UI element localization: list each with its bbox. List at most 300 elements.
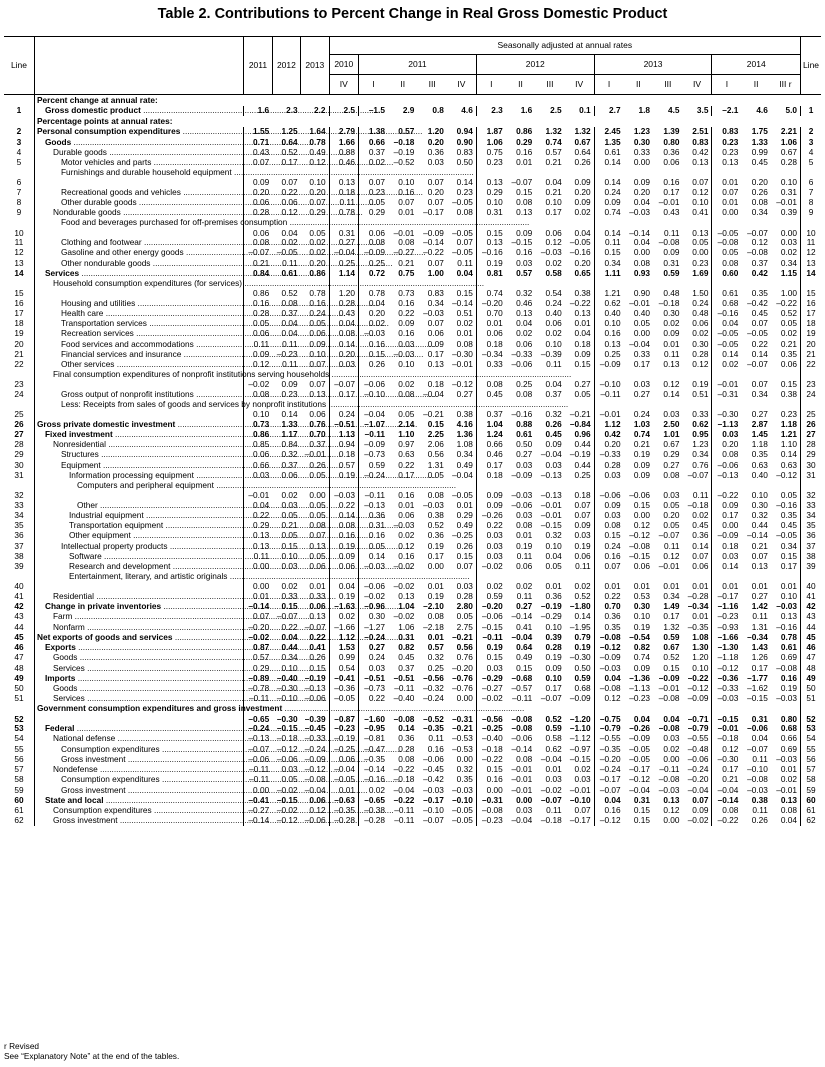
value-cell: 0.70 — [309, 428, 326, 439]
value-cell: –0.02 — [393, 611, 415, 622]
value-cell: –0.03 — [776, 601, 797, 612]
line-number-right: 31 — [801, 470, 822, 480]
value-cell: 0.63 — [780, 459, 797, 470]
value-cell: 0.15 — [633, 805, 651, 816]
value-cell: –0.29 — [476, 673, 505, 683]
value-cell: 0.31 — [751, 713, 768, 724]
value-cell: 0.01 — [456, 499, 473, 510]
value-cell: –0.09 — [687, 693, 709, 704]
value-cell: 0.12 — [692, 186, 709, 197]
value-cell: 0.45 — [545, 428, 562, 439]
value-cell: 4.5 — [667, 105, 680, 116]
value-cell: 0.27 — [574, 379, 591, 390]
value-cell: 0.03 — [633, 379, 651, 390]
value-cell: –0.14 — [244, 602, 272, 612]
value-cell: 1.17 — [281, 428, 298, 439]
row-label-text: Gross investment ..... — [53, 815, 360, 825]
value-cell: 0.16 — [398, 297, 415, 308]
row-label — [34, 500, 243, 510]
value-cell: 0.21 — [780, 338, 797, 349]
value-cell: –0.19 — [393, 146, 415, 157]
row-label — [34, 460, 243, 470]
value-cell: 1.30 — [692, 642, 709, 653]
seasonal-header: Seasonally adjusted at annual rates — [329, 37, 800, 55]
value-cell: 0.09 — [574, 348, 591, 359]
value-cell: 0.11 — [546, 359, 562, 370]
value-cell: –0.30 — [452, 348, 473, 359]
row-label-text: State and local ..... — [45, 795, 346, 805]
value-cell: 1.04 — [398, 601, 415, 612]
row-label — [34, 816, 243, 826]
value-cell: 0.00 — [456, 753, 473, 764]
row-label — [34, 419, 243, 429]
row-label — [34, 440, 243, 450]
row-label-text: Goods ..... — [53, 683, 320, 693]
value-cell: –0.01 — [658, 197, 680, 208]
value-cell: 0.19 — [329, 541, 358, 551]
row-label — [34, 591, 243, 601]
table-row — [4, 400, 821, 420]
value-cell: –0.47 — [359, 744, 388, 754]
value-cell: 0.08 — [516, 388, 533, 399]
value-cell: 0.16 — [516, 247, 533, 258]
value-cell: 0.15 — [633, 499, 651, 510]
value-cell: 0.34 — [594, 258, 623, 268]
value-cell: –0.35 — [329, 806, 358, 816]
line-number-right: 46 — [801, 643, 822, 653]
row-label — [34, 308, 243, 318]
value-cell: –1.80 — [569, 601, 591, 612]
value-cell: 0.93 — [633, 267, 651, 278]
value-cell: 0.38 — [751, 794, 768, 805]
value-cell: –0.01 — [658, 561, 680, 572]
value-cell: 0.00 — [516, 794, 533, 805]
value-cell: 1.21 — [594, 279, 623, 299]
value-cell: 0.15 — [456, 550, 473, 561]
value-cell: 0.05 — [309, 509, 326, 520]
value-cell: 0.35 — [751, 449, 768, 460]
value-cell: –0.04 — [511, 815, 533, 826]
value-cell: 0.08 — [780, 805, 797, 816]
value-cell: 0.36 — [398, 733, 415, 744]
value-cell: 0.10 — [244, 400, 272, 420]
value-cell: 1.26 — [751, 652, 768, 663]
value-cell: 0.04 — [751, 733, 768, 744]
value-cell: –0.08 — [658, 723, 680, 734]
value-cell: 0.13 — [751, 561, 768, 572]
value-cell: –0.13 — [304, 683, 326, 694]
line-number: 41 — [14, 590, 24, 601]
value-cell: –0.19 — [329, 734, 358, 744]
value-cell: 0.11 — [663, 540, 680, 551]
value-cell: 0.00 — [309, 490, 326, 500]
value-cell: –0.40 — [476, 734, 505, 744]
value-cell: –0.03 — [629, 207, 651, 218]
value-cell: 0.04 — [663, 713, 680, 724]
value-cell: 0.12 — [692, 359, 709, 370]
value-cell: 1.00 — [780, 288, 797, 298]
value-cell: –0.11 — [512, 693, 533, 704]
value-cell: 0.05 — [633, 318, 651, 329]
value-cell: 0.03 — [281, 561, 298, 572]
value-cell: 0.78 — [359, 279, 388, 299]
annual-year-header: 2011 — [244, 37, 272, 95]
line-number: 47 — [14, 652, 24, 663]
value-cell: –0.09 — [594, 360, 623, 370]
value-cell: 0.07 — [456, 561, 473, 572]
value-cell: 0.13 — [712, 158, 741, 168]
line-number-right: 27 — [801, 429, 822, 439]
value-cell: –0.30 — [569, 652, 591, 663]
value-cell: 0.22 — [244, 510, 272, 520]
table-row — [4, 663, 821, 673]
row-label-text: Change in private inventories ..... — [45, 601, 403, 611]
value-cell: –0.20 — [244, 622, 272, 632]
value-cell: 0.67 — [780, 146, 797, 157]
table-row — [4, 521, 821, 531]
value-cell: 0.03 — [456, 581, 473, 592]
value-cell: –0.51 — [329, 419, 358, 429]
value-cell: –0.17 — [423, 207, 444, 218]
value-cell: 0.61 — [712, 279, 741, 299]
value-cell: 0.15 — [780, 550, 797, 561]
value-cell: 0.20 — [359, 308, 388, 318]
line-number: 31 — [14, 469, 24, 480]
value-cell: –0.08 — [393, 713, 415, 724]
value-cell: 0.27 — [633, 388, 651, 399]
value-cell: 0.16 — [398, 328, 415, 339]
value-cell: 0.73 — [398, 288, 415, 298]
row-label — [34, 521, 243, 531]
quarter-header: I — [712, 75, 741, 95]
row-label-text: Services ..... — [53, 693, 327, 703]
value-cell: 0.03 — [516, 805, 533, 816]
value-cell: 0.10 — [633, 611, 651, 622]
value-cell: –0.34 — [747, 631, 768, 642]
value-cell: 0.75 — [398, 267, 415, 278]
quarter-header: I — [359, 75, 388, 95]
value-cell: 0.31 — [329, 218, 358, 238]
row-label-text: Nondurable goods ..... — [53, 207, 363, 217]
value-cell: 0.20 — [712, 440, 741, 450]
year-group-header: 2011 — [359, 55, 477, 75]
row-label-text: Food services and accommodations ..... — [61, 339, 436, 349]
value-cell: 0.74 — [545, 136, 562, 147]
value-cell: 0.23 — [692, 257, 709, 268]
quarter-header: III — [417, 75, 446, 95]
quarter-header: III — [535, 75, 564, 95]
row-label — [34, 339, 243, 349]
value-cell: 0.08 — [244, 238, 272, 248]
label-header — [34, 37, 243, 95]
value-cell: 0.49 — [456, 459, 473, 470]
value-cell: 0.02 — [359, 319, 388, 329]
row-label — [34, 349, 243, 359]
value-cell: –0.19 — [569, 449, 591, 460]
value-cell: 0.13 — [663, 359, 680, 370]
table-row — [4, 248, 821, 258]
value-cell: 1.55 — [244, 127, 272, 137]
value-cell: 0.07 — [309, 530, 326, 541]
value-cell: 1.01 — [663, 428, 680, 439]
value-cell: 0.07 — [692, 794, 709, 805]
value-cell: 0.06 — [309, 409, 326, 419]
value-cell: 0.37 — [398, 662, 415, 673]
value-cell: 0.75 — [476, 147, 505, 157]
line-number: 24 — [14, 388, 24, 399]
quarter-header: II — [624, 75, 653, 95]
line-number: 20 — [14, 338, 24, 349]
value-cell: 0.38 — [456, 409, 473, 419]
value-cell: 0.19 — [633, 449, 651, 460]
value-cell: 0.44 — [574, 459, 591, 470]
value-cell: –0.01 — [304, 449, 326, 460]
value-cell: 0.08 — [751, 197, 768, 208]
value-cell: –0.25 — [329, 744, 358, 754]
table-row — [4, 724, 821, 734]
value-cell: 0.12 — [309, 157, 326, 168]
value-cell: –0.14 — [511, 743, 533, 754]
line-number: 58 — [14, 774, 24, 785]
value-cell: 0.04 — [456, 267, 473, 278]
row-label-text: Federal ..... — [45, 723, 317, 733]
value-cell: 0.04 — [633, 713, 651, 724]
value-cell: 0.37 — [281, 307, 298, 318]
line-number-right: 11 — [801, 238, 822, 248]
value-cell: 0.00 — [427, 561, 444, 572]
value-cell: 0.00 — [244, 562, 272, 572]
value-cell: –0.02 — [687, 815, 709, 826]
value-cell: 0.05 — [309, 499, 326, 510]
value-cell: 0.40 — [751, 469, 768, 480]
table-row — [4, 653, 821, 663]
value-cell: –0.16 — [776, 499, 797, 510]
value-cell: 1.64 — [309, 126, 326, 137]
table-row — [4, 684, 821, 694]
value-cell: 0.16 — [398, 186, 415, 197]
table-row — [4, 734, 821, 744]
table-row — [4, 238, 821, 248]
value-cell: 0.45 — [751, 307, 768, 318]
line-number: 25 — [14, 409, 24, 419]
row-label-text: Clothing and footwear ..... — [61, 237, 384, 247]
value-cell: 0.11 — [752, 753, 768, 764]
value-cell: –0.76 — [452, 672, 473, 683]
value-cell: 0.10 — [751, 490, 768, 500]
value-cell: 0.02 — [712, 360, 741, 370]
quarter-header: I — [594, 75, 623, 95]
value-cell: –0.18 — [393, 136, 415, 147]
value-cell: 0.61 — [594, 147, 623, 157]
value-cell: 1.36 — [456, 428, 473, 439]
value-cell: –0.24 — [594, 765, 623, 775]
value-cell: 0.09 — [281, 379, 298, 390]
value-cell: –0.02 — [476, 562, 505, 572]
line-number — [4, 95, 34, 106]
row-label — [34, 724, 243, 734]
year-group-header: 2014 — [712, 55, 801, 75]
value-cell: 0.85 — [244, 440, 272, 450]
value-cell: –0.03 — [423, 784, 444, 795]
value-cell: 0.18 — [329, 187, 358, 197]
value-cell: 0.01 — [574, 318, 591, 329]
value-cell: 1.20 — [329, 279, 358, 299]
value-cell: –0.12 — [712, 663, 741, 673]
table-row — [4, 602, 821, 612]
value-cell: 0.22 — [281, 621, 298, 632]
value-cell: 0.18 — [476, 470, 505, 480]
value-cell: –0.23 — [329, 724, 358, 734]
value-cell: 0.05 — [663, 520, 680, 531]
value-cell: 0.01 — [780, 764, 797, 775]
value-cell: 0.28 — [329, 298, 358, 308]
value-cell: –0.41 — [244, 795, 272, 805]
row-label-text: Consumption expenditures ..... — [61, 744, 402, 754]
value-cell: 0.27 — [516, 601, 533, 612]
value-cell: –0.45 — [304, 723, 326, 734]
quarter-header: III — [653, 75, 682, 95]
value-cell: –0.28 — [359, 816, 388, 826]
value-cell: –0.31 — [712, 389, 741, 399]
value-cell: –0.22 — [393, 794, 415, 805]
value-cell: 0.48 — [663, 288, 680, 298]
value-cell: 0.14 — [359, 551, 388, 561]
value-cell: 0.04 — [780, 815, 797, 826]
value-cell: –0.12 — [304, 764, 326, 775]
value-cell: 0.00 — [633, 157, 651, 168]
line-number-right: 50 — [801, 684, 822, 694]
line-number: 16 — [14, 297, 24, 308]
value-cell: 0.25 — [359, 258, 388, 268]
value-cell: 0.19 — [545, 652, 562, 663]
line-number-right: 52 — [801, 704, 822, 724]
value-cell: 0.07 — [309, 197, 326, 208]
value-cell: –0.08 — [658, 693, 680, 704]
table-row — [4, 106, 821, 116]
value-cell: 0.19 — [516, 540, 533, 551]
value-cell: 2.7 — [594, 106, 623, 116]
value-cell: 0.09 — [633, 469, 651, 480]
value-cell: –0.03 — [776, 753, 797, 764]
value-cell: 0.22 — [751, 338, 768, 349]
value-cell: –0.10 — [594, 370, 623, 390]
row-label-text: Entertainment, literary, and artistic originals ..... — [69, 571, 470, 581]
value-cell: 0.07 — [594, 562, 623, 572]
value-cell: 0.00 — [712, 208, 741, 218]
value-cell: 2.5 — [329, 106, 358, 116]
value-cell: –0.95 — [359, 724, 388, 734]
value-cell: –0.15 — [476, 622, 505, 632]
row-label-text: Farm ..... — [53, 611, 314, 621]
row-label-text: Industrial equipment ..... — [69, 510, 386, 520]
row-label-text: Software ..... — [69, 551, 344, 561]
line-number: 39 — [14, 561, 24, 572]
line-number: 60 — [14, 794, 24, 805]
value-cell: 0.07 — [427, 197, 444, 208]
value-cell: 0.08 — [712, 450, 741, 460]
value-cell: –0.01 — [594, 400, 623, 420]
value-cell: –0.57 — [511, 683, 533, 694]
value-cell: 0.29 — [516, 136, 533, 147]
value-cell: –2.10 — [423, 601, 444, 612]
value-cell: 0.64 — [574, 146, 591, 157]
value-cell: 0.44 — [281, 642, 298, 653]
value-cell: 0.07 — [456, 237, 473, 248]
value-cell: –0.18 — [658, 297, 680, 308]
value-cell: 1.13 — [329, 429, 358, 439]
value-cell: 0.11 — [594, 238, 623, 248]
line-number-right: 22 — [801, 360, 822, 370]
quarter-header: IV — [447, 75, 476, 95]
value-cell: 0.27 — [359, 643, 388, 653]
value-cell: –0.09 — [594, 653, 623, 663]
value-cell: 1.31 — [751, 621, 768, 632]
value-cell: 0.42 — [594, 429, 623, 439]
value-cell: 1.75 — [751, 126, 768, 137]
value-cell: 0.20 — [309, 257, 326, 268]
value-cell: –0.27 — [476, 684, 505, 694]
line-number: 15 — [14, 288, 24, 298]
line-number: 27 — [14, 428, 24, 439]
value-cell: –0.56 — [476, 704, 505, 724]
value-cell: –0.01 — [511, 784, 533, 795]
value-cell: 0.35 — [780, 509, 797, 520]
value-cell: 0.13 — [309, 388, 326, 399]
table-row — [4, 572, 821, 592]
value-cell: –0.42 — [747, 297, 768, 308]
value-cell: –1.18 — [712, 653, 741, 663]
value-cell: 0.18 — [427, 379, 444, 390]
value-cell: –0.06 — [423, 753, 444, 764]
value-cell: –0.07 — [423, 815, 444, 826]
row-label — [34, 653, 243, 663]
value-cell: 0.01 — [692, 611, 709, 622]
value-cell: –0.19 — [540, 601, 562, 612]
value-cell: –0.05 — [452, 815, 473, 826]
value-cell: 0.00 — [780, 227, 797, 238]
value-cell: 0.16 — [244, 298, 272, 308]
value-cell: 0.02 — [574, 207, 591, 218]
table-row — [4, 460, 821, 470]
value-cell: 1.20 — [692, 652, 709, 663]
value-cell: –0.21 — [423, 409, 444, 419]
value-cell: 0.01 — [633, 581, 651, 592]
value-cell: –0.79 — [594, 724, 623, 734]
value-cell: 0.07 — [427, 318, 444, 329]
line-number-right: 39 — [801, 562, 822, 572]
value-cell: 0.15 — [456, 288, 473, 298]
value-cell: 0.15 — [516, 186, 533, 197]
value-cell: 0.01 — [516, 157, 533, 168]
value-cell: 1.23 — [692, 439, 709, 450]
row-label-text: Services ..... — [53, 663, 327, 673]
line-number: 59 — [14, 784, 24, 795]
value-cell: 0.14 — [712, 562, 741, 572]
line-number-right: 16 — [801, 298, 822, 308]
value-cell: 0.13 — [309, 611, 326, 622]
line-number: 10 — [14, 227, 24, 238]
value-cell: 0.25 — [594, 349, 623, 359]
value-cell: 1.6 — [520, 105, 533, 116]
row-label-text: Fixed investment ..... — [45, 429, 355, 439]
line-number: 51 — [14, 693, 24, 704]
line-number: 17 — [14, 307, 24, 318]
line-number: 43 — [14, 611, 24, 622]
value-cell: 0.36 — [545, 590, 562, 601]
value-cell: 0.05 — [712, 248, 741, 258]
value-cell: 2.3 — [286, 105, 298, 116]
value-cell: 0.09 — [545, 662, 562, 673]
